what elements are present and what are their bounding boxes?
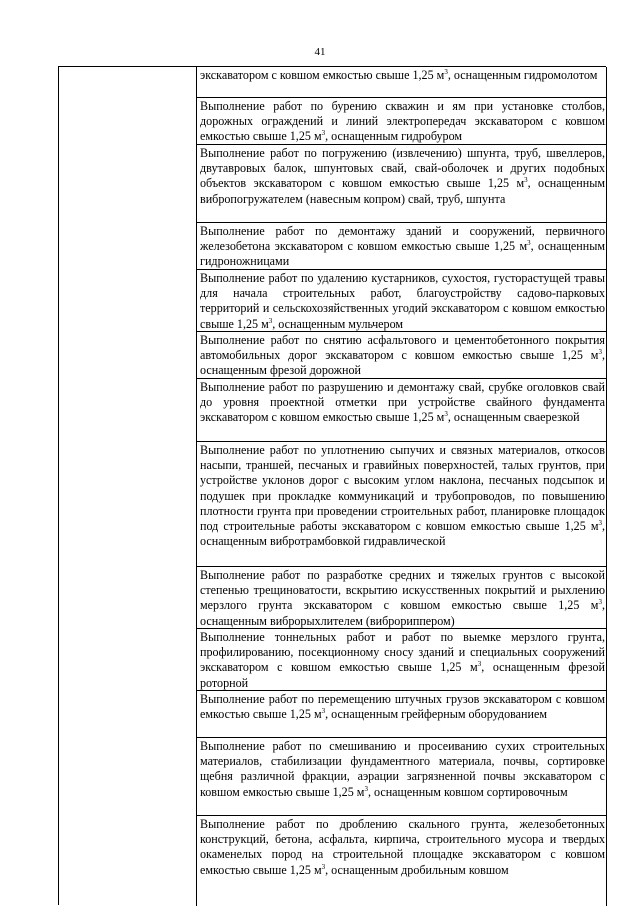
row-text: , оснащенным грейферным оборудованием xyxy=(325,707,548,722)
row-text: Выполнение работ по разрушению и демонтажу свай, срубке оголовков свай до уровня проектной отметки при устройстве свайного фундамента экскаватором с ковшом емкостью свыше 1,25 м xyxy=(200,380,605,425)
row-text: Выполнение работ по снятию асфальтового и цементобетонного покрытия автомобильных дорог экскаватором с ковшом емкостью свыше 1,25 м xyxy=(200,333,605,363)
table-row xyxy=(197,332,607,379)
table-row xyxy=(197,442,607,567)
table-row xyxy=(197,223,607,270)
superscript: 3 xyxy=(444,68,448,76)
row-text: Выполнение работ по дроблению скального грунта, железобетонных конструкций, бетона, асфальта, кирпича, строительного мусора и твердых окаменелых пород на строительной площадке экскаватором с ковшом емкостью свыше 1,25 м xyxy=(200,817,605,877)
superscript: 3 xyxy=(598,348,602,357)
table-row xyxy=(197,816,607,906)
row-text: , оснащенным фрезой дорожной xyxy=(200,348,605,378)
table-row xyxy=(197,567,607,629)
row-text: Выполнение работ по демонтажу зданий и сооружений, первичного железобетона экскаватором с ковшом емкостью свыше 1,25 м xyxy=(200,224,605,254)
row-text: , оснащенным дробильным ковшом xyxy=(325,862,509,877)
table-column-left xyxy=(59,67,197,906)
table-row xyxy=(197,145,607,223)
row-text: Выполнение работ по смешиванию и просеиванию сухих строительных материалов, стабилизации фундаментного материала, почвы, сортировке щебня различной фракции, аэрации загрязненной почвы экскаватором с ковшом емкостью свыше 1,25 м xyxy=(200,739,605,799)
row-text: , оснащенным фрезой роторной xyxy=(200,660,605,690)
superscript: 3 xyxy=(598,598,602,607)
row-text: Выполнение работ по удалению кустарников, сухостоя, густорастущей травы для начала строительных работ, благоустройству садово-парковых территорий и сельскохозяйственных угодий экскаватором с ковшом емкостью свыше 1,25 м xyxy=(200,271,605,331)
page-number: 41 xyxy=(314,46,326,58)
row-text: , оснащенным вибротрамбовкой гидравлической xyxy=(200,519,605,549)
row-text: Выполнение работ по уплотнению сыпучих и связных материалов, откосов насыпи, траншей, песчаных и гравийных поверхностей, талых грунтов, при устройстве уклонов дорог с высоким углом наклона, песчаных подсыпок и подушек при прокладке коммуникаций и трубопроводов, по повышению плотности грунта при проведении строительных работ, планировке площадок под строительные работы экскаватором с ковшом емкостью свыше 1,25 м xyxy=(200,443,605,534)
table-row xyxy=(197,379,607,442)
superscript: 3 xyxy=(321,129,326,138)
row-text: экскаватором с ковшом емкостью свыше 1,25 м xyxy=(200,68,445,82)
row-text: , оснащенным гидробуром xyxy=(325,129,463,144)
superscript: 3 xyxy=(524,176,528,185)
row-text: , оснащенным мульчером xyxy=(272,316,404,331)
superscript: 3 xyxy=(364,784,368,793)
superscript: 3 xyxy=(444,410,448,419)
table-row xyxy=(197,67,607,98)
row-text: , оснащенным виброрыхлителем (виброриппером) xyxy=(200,598,605,628)
table-row xyxy=(197,98,607,145)
operations-table xyxy=(58,66,606,905)
superscript: 3 xyxy=(268,316,273,325)
superscript: 3 xyxy=(477,660,482,669)
row-text: Выполнение тоннельных работ и работ по выемке мерзлого грунта, профилированию, посекционному сносу зданий и специальных сооружений экскаватором с ковшом емкостью свыше 1,25 м xyxy=(200,630,605,675)
row-text: Выполнение работ по погружению (извлечению) шпунта, труб, швеллеров, двутавровых балок, шпунтовых свай, свай-оболочек и других подобных объектов экскаватором с ковшом емкостью свыше 1,25 м xyxy=(200,146,605,191)
row-text: Выполнение работ по разработке средних и тяжелых грунтов с высокой степенью трещиноватости, вскрытию искусственных покрытий и рыхлению мерзлого грунта экскаватором с ковшом емкостью свыше 1,25 м xyxy=(200,568,605,613)
table-column-right xyxy=(197,67,607,906)
row-text: , оснащенным гидроножницами xyxy=(200,239,605,269)
superscript: 3 xyxy=(527,239,531,248)
table-row xyxy=(197,738,607,816)
table-row xyxy=(197,629,607,691)
row-text: , оснащенным гидромолотом xyxy=(447,68,598,82)
superscript: 3 xyxy=(598,519,602,528)
row-text: Выполнение работ по перемещению штучных грузов экскаватором с ковшом емкостью свыше 1,25 м xyxy=(200,692,605,722)
row-text: Выполнение работ по бурению скважин и ям при установке столбов, дорожных ограждений и линий электропередач экскаватором с ковшом емкостью свыше 1,25 м xyxy=(200,99,605,144)
superscript: 3 xyxy=(321,862,326,871)
table-row xyxy=(197,270,607,332)
row-text: , оснащенным сваерезкой xyxy=(447,410,580,425)
superscript: 3 xyxy=(321,707,326,716)
row-text: , оснащенным ковшом сортировочным xyxy=(367,784,568,799)
table-row xyxy=(197,691,607,738)
row-text: , оснащенным вибропогружателем (навесным копром) свай, труб, шпунта xyxy=(200,176,605,206)
